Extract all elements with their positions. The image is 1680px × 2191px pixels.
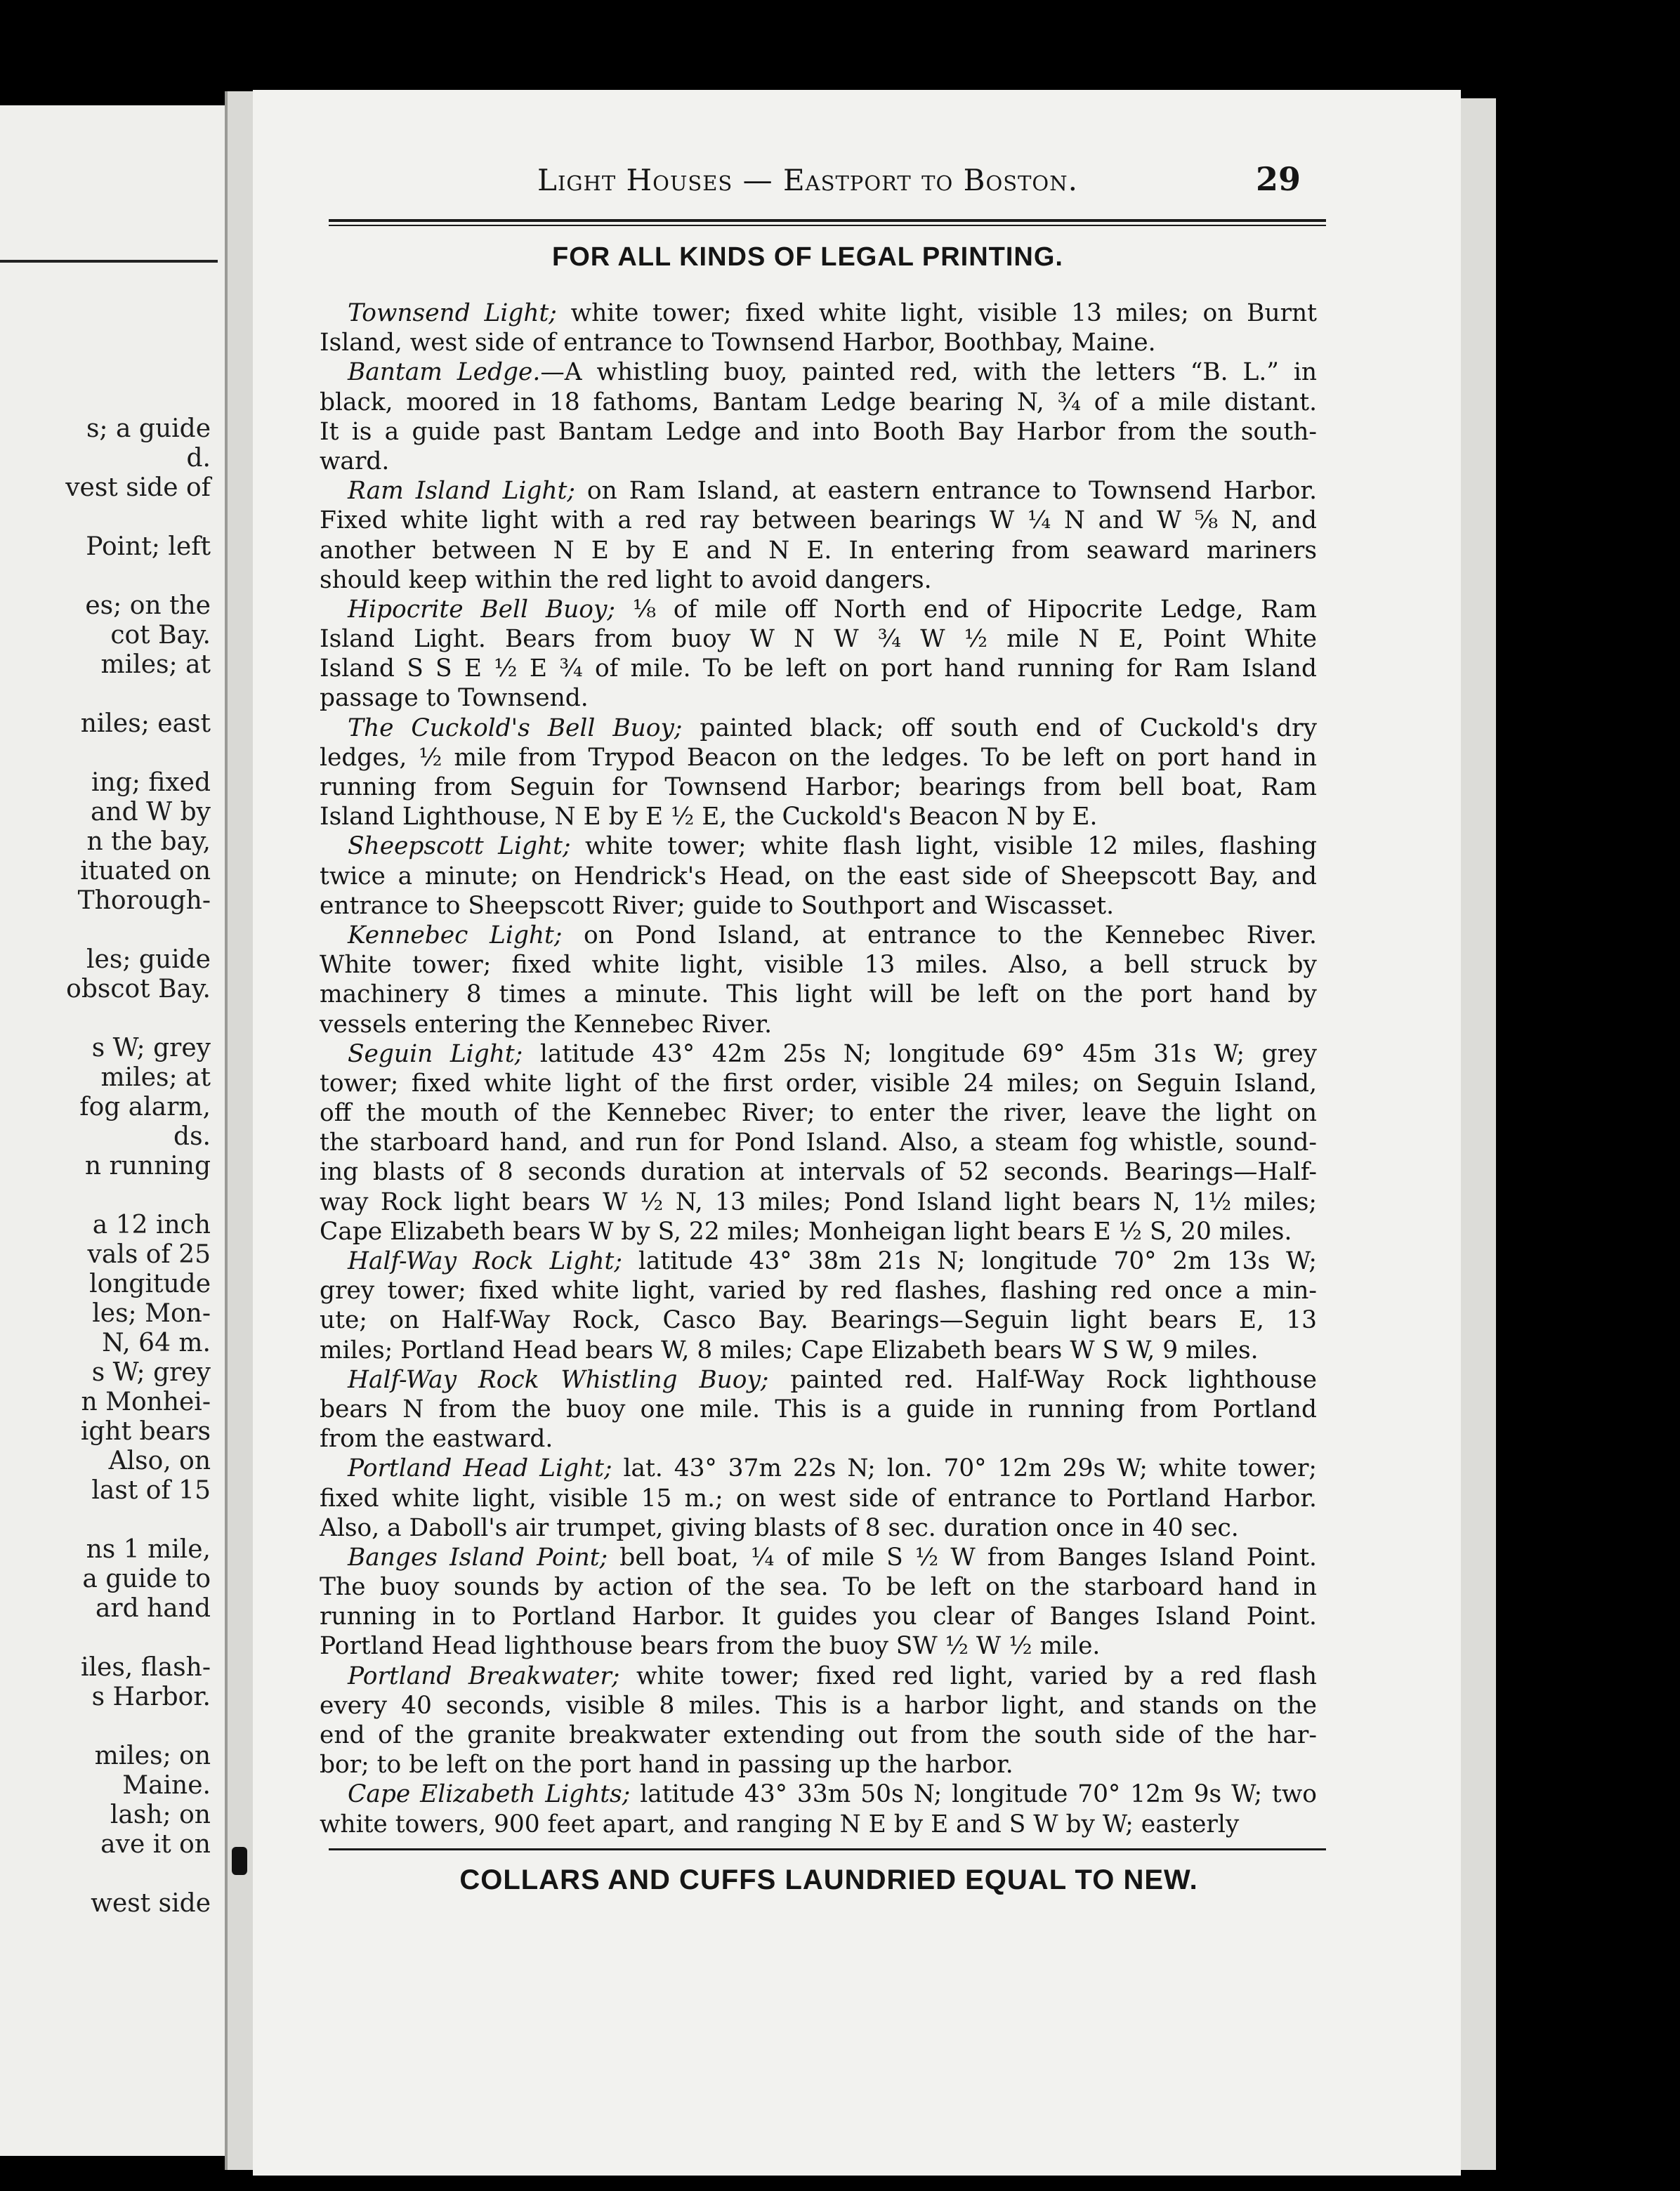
facing-page-line: miles; on xyxy=(94,1742,211,1770)
facing-page-line: obscot Bay. xyxy=(66,975,211,1004)
facing-page-line: s Harbor. xyxy=(91,1683,211,1711)
facing-page-line xyxy=(0,1712,211,1742)
entry-name: Sheepscott Light; xyxy=(348,832,571,861)
entry-line xyxy=(320,1779,1317,1809)
entry-text: on Ram Island, at eastern entrance to Townsend Harbor. xyxy=(575,477,1318,506)
entry-line: Also, a Daboll's air trumpet, giving blasts of 8 sec. duration once in 40 sec. xyxy=(320,1513,1239,1542)
facing-page-line xyxy=(0,1004,211,1034)
entry-line: ward. xyxy=(320,447,390,475)
entry-line: ute; on Half-Way Rock, Casco Bay. Bearings—Seguin light bears E, 13 xyxy=(320,1306,1317,1335)
entry-line: vessels entering the Kennebec River. xyxy=(320,1010,773,1039)
entry-text: on Pond Island, at entrance to the Kennebec River. xyxy=(562,921,1317,949)
facing-page-line: s W; grey xyxy=(91,1358,211,1387)
entry-line: running in to Portland Harbor. It guides you clear of Banges Island Point. xyxy=(320,1603,1317,1631)
entry-line xyxy=(320,1039,1317,1069)
facing-page-line: ard hand xyxy=(95,1594,211,1623)
facing-page-line: lash; on xyxy=(110,1801,211,1829)
entry-name: The Cuckold's Bell Buoy; xyxy=(348,713,683,742)
facing-page-line: n the bay, xyxy=(86,827,211,856)
facing-page-line xyxy=(0,562,211,591)
facing-page-line: last of 15 xyxy=(91,1476,211,1505)
header-rule-thin xyxy=(329,225,1326,226)
entry-line: white towers, 900 feet apart, and ranging N E by E and S W by W; easterly xyxy=(320,1810,1240,1838)
entry-line: bor; to be left on the port hand in passing up the harbor. xyxy=(320,1751,1013,1779)
entry-line: Fixed white light with a red ray between bearings W ¼ N and W ⅝ N, and xyxy=(320,506,1317,535)
facing-page-line: les; Mon- xyxy=(92,1299,211,1328)
header-rule xyxy=(329,219,1326,222)
binding-clip xyxy=(232,1847,247,1875)
running-head: Light Houses — Eastport to Boston. xyxy=(537,163,1078,197)
entry-line: It is a guide past Bantam Ledge and into Booth Bay Harbor from the south- xyxy=(320,417,1317,446)
entry-line xyxy=(320,1365,1317,1395)
facing-page-line xyxy=(0,1860,211,1889)
entry-line: Island Light. Bears from buoy W N W ¾ W ½ mile N E, Point White xyxy=(320,625,1317,654)
entry-line: way Rock light bears W ½ N, 13 miles; Pond Island light bears N, 1½ miles; xyxy=(320,1187,1317,1216)
facing-page-line: longitude xyxy=(89,1270,211,1298)
entry-text: white tower; fixed white light, visible 13 miles; on Burnt xyxy=(556,299,1317,327)
facing-page-line: es; on the xyxy=(85,591,211,620)
entry-line: tower; fixed white light of the first order, visible 24 miles; on Seguin Island, xyxy=(320,1069,1317,1098)
entry-line: from the eastward. xyxy=(320,1425,553,1454)
entry-line xyxy=(320,476,1317,506)
entry-name: Half-Way Rock Whistling Buoy; xyxy=(348,1365,769,1394)
facing-page-line: n Monhei- xyxy=(81,1388,211,1416)
entry-line xyxy=(320,713,1317,743)
entry-text: latitude 43° 33m 50s N; longitude 70° 12m 9s W; two xyxy=(630,1780,1318,1809)
facing-page-line: n running xyxy=(84,1152,211,1180)
facing-page-line: west side xyxy=(91,1889,211,1918)
entry-line: off the mouth of the Kennebec River; to enter the river, leave the light on xyxy=(320,1099,1317,1128)
entry-text: white tower; fixed red light, varied by a red flash xyxy=(619,1662,1317,1690)
facing-page-line xyxy=(0,1506,211,1535)
entry-line: White tower; fixed white light, visible 13 miles. Also, a bell struck by xyxy=(320,951,1317,980)
entry-text: ⅛ of mile off North end of Hipocrite Ledge, Ram xyxy=(615,595,1317,624)
facing-page-line xyxy=(0,503,211,532)
entry-name: Townsend Light; xyxy=(348,299,557,327)
entry-line: Portland Head lighthouse bears from the buoy SW ½ W ½ mile. xyxy=(320,1632,1101,1661)
entry-text: latitude 43° 38m 21s N; longitude 70° 2m 13s W; xyxy=(622,1247,1317,1275)
facing-page-line: a 12 inch xyxy=(92,1211,211,1239)
facing-page-fragment xyxy=(0,105,225,2156)
entry-name: Banges Island Point; xyxy=(348,1543,608,1572)
entry-line: entrance to Sheepscott River; guide to Southport and Wiscasset. xyxy=(320,891,1115,920)
entry-line xyxy=(320,1662,1317,1691)
facing-page-line: s; a guide xyxy=(86,414,211,443)
light-house-entries xyxy=(320,298,1317,1839)
page-edge xyxy=(1461,98,1496,2170)
entry-text: painted black; off south end of Cuckold's dry xyxy=(682,713,1317,742)
entry-text: latitude 43° 42m 25s N; longitude 69° 45m 31s W; grey xyxy=(523,1039,1317,1068)
page-number: 29 xyxy=(1256,160,1301,198)
facing-page-line: ing; fixed xyxy=(91,768,211,797)
facing-page-line: Maine. xyxy=(122,1771,211,1800)
facing-page-line: vest side of xyxy=(65,473,211,502)
entry-line: ledges, ½ mile from Trypod Beacon on the ledges. To be left on port hand in xyxy=(320,743,1317,772)
facing-page-line: ave it on xyxy=(100,1830,211,1859)
entry-line xyxy=(320,1246,1317,1276)
entry-text: bell boat, ¼ of mile S ½ W from Banges Island Point. xyxy=(608,1543,1317,1572)
entry-line xyxy=(320,831,1317,861)
facing-page-line xyxy=(0,680,211,709)
facing-page-line: Thorough- xyxy=(77,886,211,915)
facing-page-line: Point; left xyxy=(86,532,211,561)
entry-line: every 40 seconds, visible 8 miles. This is a harbor light, and stands on the xyxy=(320,1691,1317,1720)
facing-page-line: ituated on xyxy=(80,857,211,886)
entry-line: ing blasts of 8 seconds duration at intervals of 52 seconds. Bearings—Half- xyxy=(320,1158,1317,1187)
entry-line: the starboard hand, and run for Pond Island. Also, a steam fog whistle, sound- xyxy=(320,1129,1317,1157)
entry-line xyxy=(320,357,1317,387)
facing-page-line: Also, on xyxy=(108,1447,211,1475)
facing-page-rule xyxy=(0,260,218,263)
facing-page-line: N, 64 m. xyxy=(102,1329,211,1357)
entry-text: lat. 43° 37m 22s N; lon. 70° 12m 29s W; white tower; xyxy=(612,1454,1317,1483)
facing-page-line: les; guide xyxy=(86,945,211,974)
facing-page-line: and W by xyxy=(91,798,211,827)
facing-page-line: ds. xyxy=(173,1122,211,1151)
entry-name: Bantam Ledge. xyxy=(348,358,541,387)
entry-line: Cape Elizabeth bears W by S, 22 miles; Monheigan light bears E ½ S, 20 miles. xyxy=(320,1217,1292,1246)
entry-line: bears N from the buoy one mile. This is a guide in running from Portland xyxy=(320,1395,1317,1423)
entry-line: black, moored in 18 fathoms, Bantam Ledge bearing N, ¾ of a mile distant. xyxy=(320,388,1317,416)
entry-name: Hipocrite Bell Buoy; xyxy=(348,595,615,624)
facing-page-line xyxy=(0,916,211,945)
entry-text: —A whistling buoy, painted red, with the letters “B. L.” in xyxy=(540,358,1317,387)
entry-line: passage to Townsend. xyxy=(320,684,589,713)
facing-page-line: a guide to xyxy=(82,1565,211,1593)
entry-line xyxy=(320,921,1317,950)
entry-line: fixed white light, visible 15 m.; on west side of entrance to Portland Harbor. xyxy=(320,1484,1317,1513)
facing-page-line: vals of 25 xyxy=(87,1240,211,1269)
entry-line xyxy=(320,298,1317,328)
facing-page-line: niles; east xyxy=(80,709,211,738)
entry-name: Half-Way Rock Light; xyxy=(348,1247,622,1275)
entry-line: running from Seguin for Townsend Harbor; bearings from bell boat, Ram xyxy=(320,773,1317,801)
entry-line: grey tower; fixed white light, varied by red flashes, flashing red once a min- xyxy=(320,1277,1317,1305)
facing-page-line: miles; at xyxy=(100,1063,211,1092)
facing-page-line xyxy=(0,1181,211,1211)
advertisement-top: FOR ALL KINDS OF LEGAL PRINTING. xyxy=(552,242,1063,272)
entry-line: Island Lighthouse, N E by E ½ E, the Cuckold's Beacon N by E. xyxy=(320,803,1098,831)
entry-name: Kennebec Light; xyxy=(348,921,563,949)
entry-name: Cape Elizabeth Lights; xyxy=(348,1780,631,1809)
entry-name: Portland Head Light; xyxy=(348,1454,612,1483)
facing-page-line: cot Bay. xyxy=(110,621,211,650)
footer-rule xyxy=(329,1848,1326,1850)
entry-line: miles; Portland Head bears W, 8 miles; Cape Elizabeth bears W S W, 9 miles. xyxy=(320,1336,1259,1364)
facing-page-line: d. xyxy=(186,444,211,473)
entry-line: end of the granite breakwater extending out from the south side of the har- xyxy=(320,1721,1317,1749)
facing-page-line: iles, flash- xyxy=(81,1653,211,1682)
entry-text: white tower; white flash light, visible 12 miles, flashing xyxy=(570,832,1317,861)
entry-name: Ram Island Light; xyxy=(348,477,575,506)
advertisement-bottom: COLLARS AND CUFFS LAUNDRIED EQUAL TO NEW. xyxy=(459,1864,1198,1895)
entry-line: twice a minute; on Hendrick's Head, on the east side of Sheepscott Bay, and xyxy=(320,862,1317,890)
facing-page-line: ight bears xyxy=(80,1417,211,1446)
entry-line: The buoy sounds by action of the sea. To be left on the starboard hand in xyxy=(320,1573,1317,1602)
facing-page-line: miles; at xyxy=(100,650,211,679)
entry-name: Portland Breakwater; xyxy=(348,1662,620,1690)
facing-page-line: fog alarm, xyxy=(79,1093,211,1121)
entry-text: painted red. Half-Way Rock lighthouse xyxy=(768,1365,1317,1394)
entry-line: Island, west side of entrance to Townsend Harbor, Boothbay, Maine. xyxy=(320,329,1156,357)
facing-page-line: s W; grey xyxy=(91,1034,211,1062)
entry-line: should keep within the red light to avoid dangers. xyxy=(320,565,932,594)
facing-page-line xyxy=(0,739,211,768)
entry-line: another between N E by E and N E. In entering from seaward mariners xyxy=(320,536,1317,565)
entry-name: Seguin Light; xyxy=(348,1039,523,1068)
entry-line xyxy=(320,1543,1317,1572)
facing-page-line xyxy=(0,1624,211,1653)
facing-page-line: ns 1 mile, xyxy=(86,1535,211,1564)
entry-line xyxy=(320,1454,1317,1483)
entry-line: machinery 8 times a minute. This light will be left on the port hand by xyxy=(320,980,1317,1009)
entry-line xyxy=(320,595,1317,624)
entry-line: Island S S E ½ E ¾ of mile. To be left on port hand running for Ram Island xyxy=(320,654,1317,683)
facing-page-text xyxy=(0,414,211,1919)
